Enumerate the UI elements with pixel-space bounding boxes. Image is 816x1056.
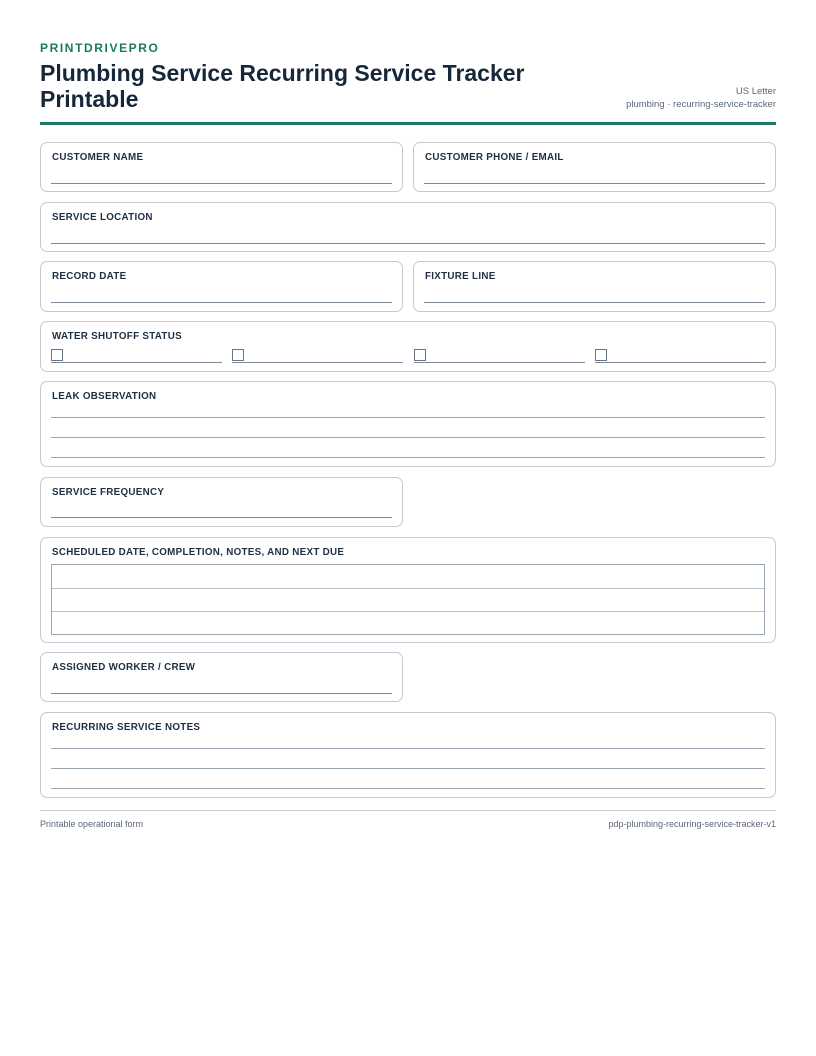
leak-observation-line-3[interactable] [51,457,765,458]
record-date-label: RECORD DATE [52,271,127,282]
service-frequency-line[interactable] [51,517,392,518]
leak-observation-line-1[interactable] [51,417,765,418]
fixture-line-line[interactable] [424,302,765,303]
footer-form-id: pdp-plumbing-recurring-service-tracker-v1 [608,819,776,829]
service-location-label: SERVICE LOCATION [52,212,153,223]
shutoff-option-4 [595,348,766,363]
customer-contact-card [413,142,776,192]
page-title: Plumbing Service Recurring Service Tracker Printable [40,60,525,112]
assigned-worker-line[interactable] [51,693,392,694]
schedule-table[interactable] [51,564,765,635]
recurring-notes-label: RECURRING SERVICE NOTES [52,722,201,733]
water-shutoff-card [40,321,776,372]
schedule-label: SCHEDULED DATE, COMPLETION, NOTES, AND NEXT DUE [52,547,345,558]
customer-name-line[interactable] [51,183,392,184]
service-location-line[interactable] [51,243,765,244]
schedule-card [40,537,776,643]
customer-contact-label: CUSTOMER PHONE / EMAIL [425,152,564,163]
shutoff-option-1 [51,348,222,363]
footer-rule [40,810,776,811]
document-meta [626,85,776,111]
schedule-row-divider-2 [52,611,764,612]
footer-description: Printable operational form [40,819,144,829]
customer-name-card [40,142,403,192]
shutoff-checkbox-3[interactable] [414,349,426,361]
recurring-notes-card [40,712,776,798]
record-date-card [40,261,403,312]
record-date-line[interactable] [51,302,392,303]
recurring-notes-line-1[interactable] [51,748,765,749]
leak-observation-label: LEAK OBSERVATION [52,391,157,402]
brand-name: PRINTDRIVEPRO [40,41,160,55]
customer-contact-line[interactable] [424,183,765,184]
paper-size: US Letter [735,86,776,97]
shutoff-option-3 [414,348,585,363]
water-shutoff-label: WATER SHUTOFF STATUS [52,331,182,342]
service-location-card [40,202,776,252]
shutoff-option-line-4[interactable] [595,362,766,363]
shutoff-checkbox-4[interactable] [595,349,607,361]
header-rule [40,122,776,125]
service-frequency-label: SERVICE FREQUENCY [52,487,165,498]
shutoff-option-line-3[interactable] [414,362,585,363]
fixture-line-label: FIXTURE LINE [425,271,496,282]
leak-observation-line-2[interactable] [51,437,765,438]
form-slug: plumbing · recurring-service-tracker [626,99,776,110]
shutoff-checkbox-2[interactable] [232,349,244,361]
fixture-line-card [413,261,776,312]
leak-observation-card [40,381,776,467]
shutoff-option-line-1[interactable] [51,362,222,363]
shutoff-option-line-2[interactable] [232,362,403,363]
service-frequency-card [40,477,403,527]
recurring-notes-line-2[interactable] [51,768,765,769]
schedule-row-divider-1 [52,588,764,589]
shutoff-option-2 [232,348,403,363]
shutoff-checkbox-1[interactable] [51,349,63,361]
recurring-notes-line-3[interactable] [51,788,765,789]
assigned-worker-card [40,652,403,702]
customer-name-label: CUSTOMER NAME [52,152,144,163]
assigned-worker-label: ASSIGNED WORKER / CREW [52,662,196,673]
